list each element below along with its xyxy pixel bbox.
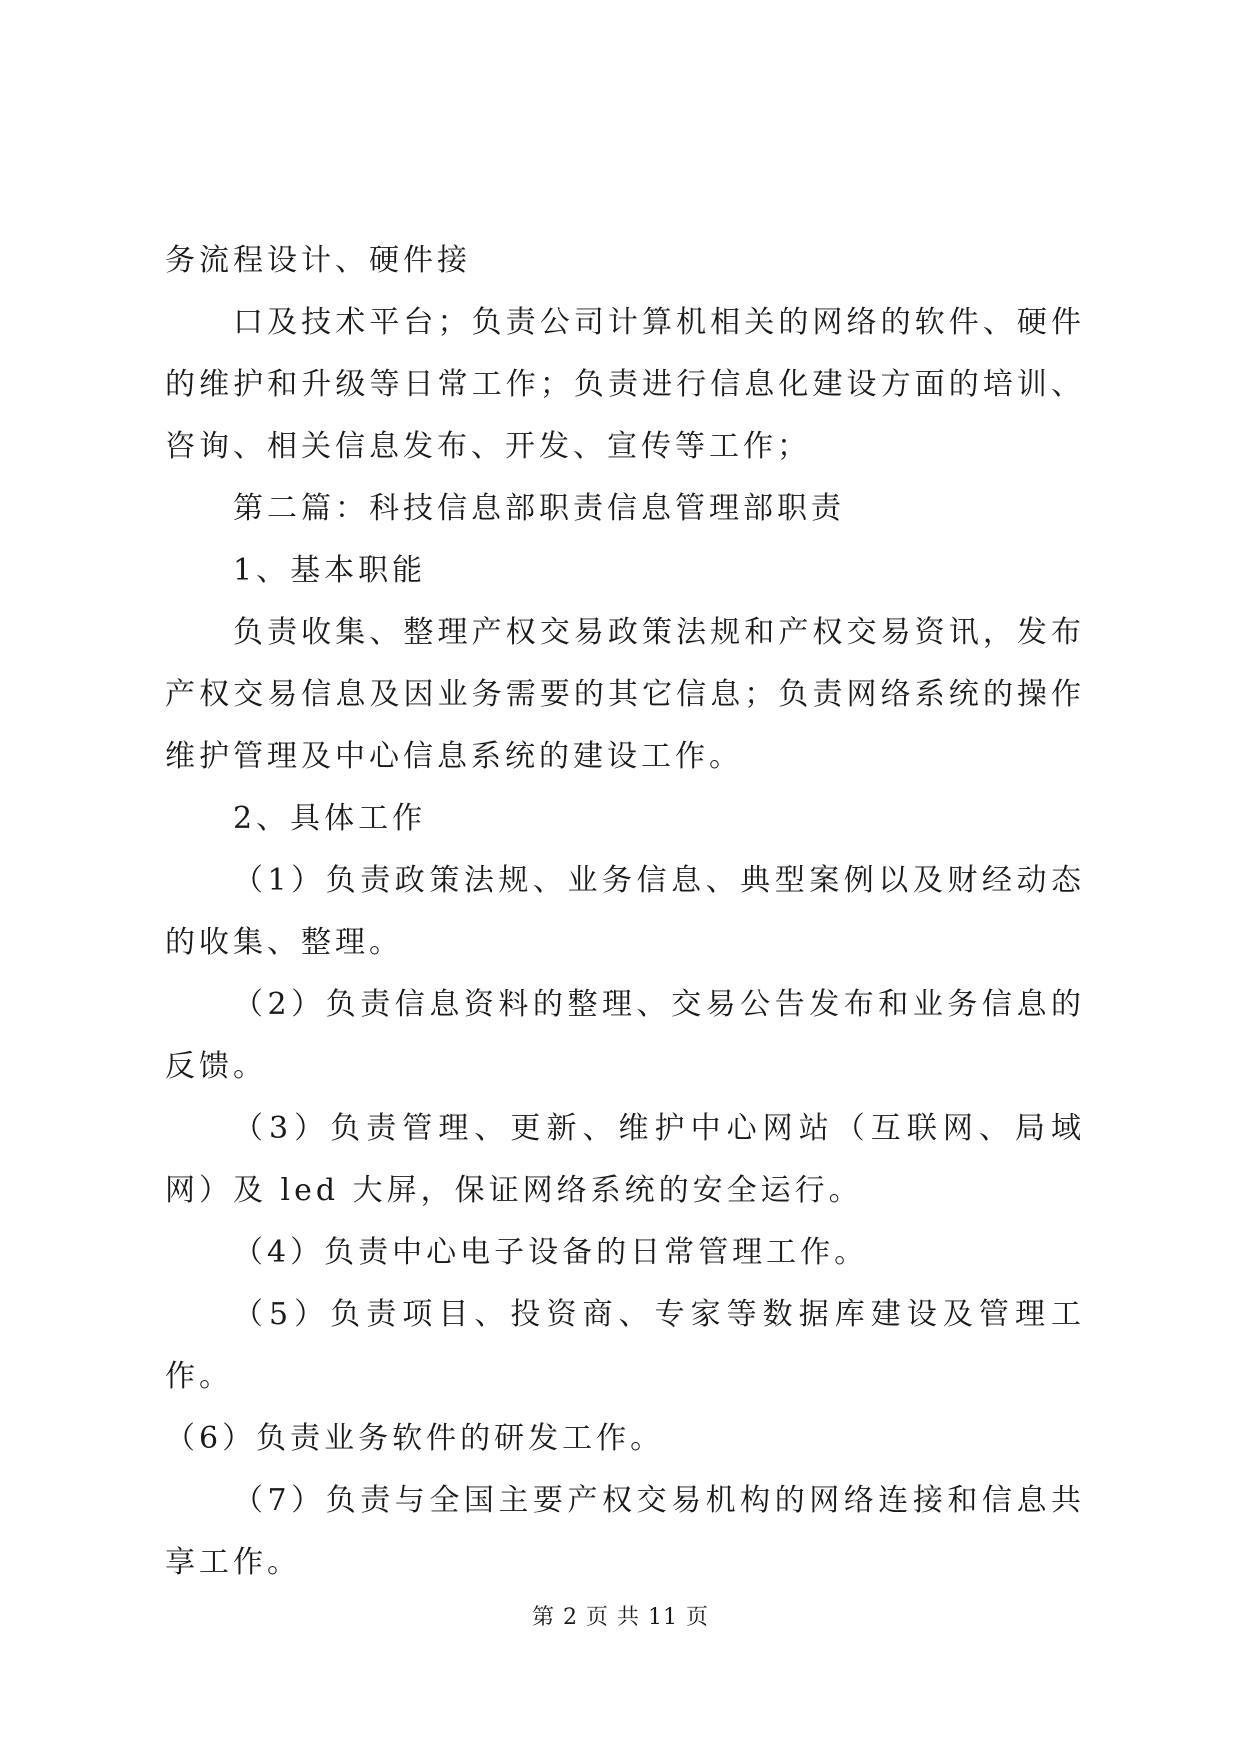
list-item: （6）负责业务软件的研发工作。	[165, 1421, 665, 1456]
list-item: （1）负责政策法规、业务信息、典型案例以及财经动态的收集、整理。	[165, 863, 1085, 960]
subheading-specific-work: 2、具体工作	[233, 801, 427, 836]
list-item: （4）负责中心电子设备的日常管理工作。	[233, 1235, 869, 1270]
list-item: （5）负责项目、投资商、专家等数据库建设及管理工作。	[165, 1297, 1085, 1394]
subheading-basic-functions: 1、基本职能	[233, 553, 427, 588]
list-item: （7）负责与全国主要产权交易机构的网络连接和信息共享工作。	[165, 1483, 1085, 1580]
section-heading: 第二篇：科技信息部职责信息管理部职责	[233, 491, 845, 526]
paragraph-duties: 口及技术平台；负责公司计算机相关的网络的软件、硬件的维护和升级等日常工作；负责进行信息化建设方面的培训、咨询、相关信息发布、开发、宣传等工作；	[165, 305, 1085, 464]
page-number-footer: 第 2 页 共 11 页	[532, 1605, 709, 1630]
paragraph-basic-functions: 负责收集、整理产权交易政策法规和产权交易资讯，发布产权交易信息及因业务需要的其它信息；负责网络系统的操作维护管理及中心信息系统的建设工作。	[165, 615, 1085, 774]
document-body	[165, 230, 1085, 1594]
paragraph-continuation: 务流程设计、硬件接	[165, 243, 471, 278]
list-item: （2）负责信息资料的整理、交易公告发布和业务信息的反馈。	[165, 987, 1085, 1084]
list-item: （3）负责管理、更新、维护中心网站（互联网、局域网）及 led 大屏，保证网络系统的安全运行。	[165, 1111, 1085, 1208]
